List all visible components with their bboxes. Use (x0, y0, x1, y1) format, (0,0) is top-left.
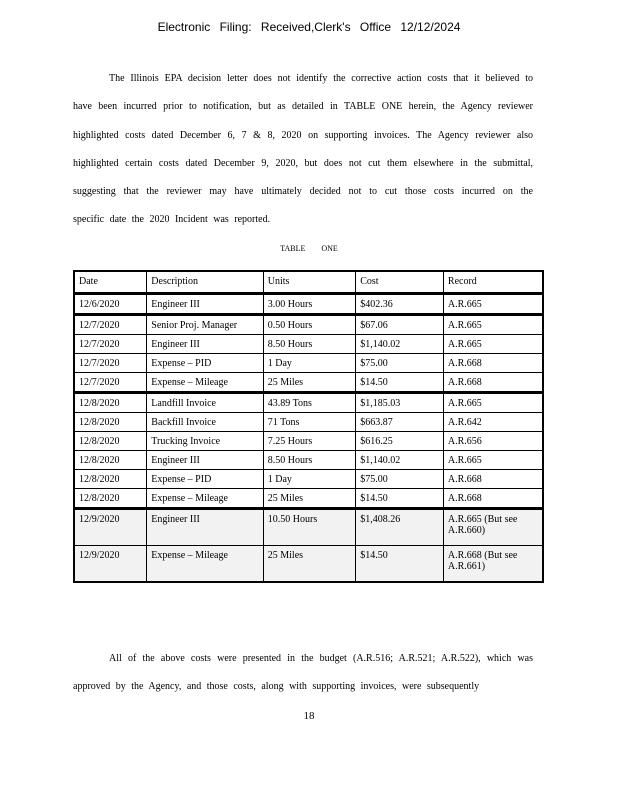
cell-record: A.R.656 (443, 431, 543, 450)
cell-cost: $67.06 (356, 314, 444, 334)
table-row (74, 392, 543, 412)
table-row (74, 488, 543, 508)
cell-cost: $75.00 (356, 353, 444, 372)
cell-date: 12/6/2020 (74, 293, 147, 314)
table-row (74, 508, 543, 545)
cell-date: 12/8/2020 (74, 450, 147, 469)
paragraph-1-text: The Illinois EPA decision letter does not identify the corrective action costs that it believed to have been incurred prior to notification, but as detailed in TABLE ONE herein, the Agency reviewer highlighted costs dated December 6, 7 & 8, 2020 on supporting invoices. The Agency reviewer also highlighted certain costs dated December 9, 2020, but does not cut them elsewhere in the submittal, suggesting that the reviewer may have ultimately decided not to cut those costs incurred on the specific date the 2020 Incident was reported. (73, 73, 533, 226)
table-row (74, 314, 543, 334)
cell-date: 12/9/2020 (74, 508, 147, 545)
header-units: Units (263, 271, 355, 293)
cell-cost: $1,408.26 (356, 508, 444, 545)
cell-description: Expense – Mileage (147, 372, 263, 392)
cell-description: Engineer III (147, 334, 263, 353)
cell-date: 12/8/2020 (74, 469, 147, 488)
paragraph-1 (73, 65, 533, 235)
cell-description: Engineer III (147, 293, 263, 314)
table-header-row (74, 271, 543, 293)
cell-record: A.R.668 (443, 488, 543, 508)
cell-units: 25 Miles (263, 545, 355, 582)
cell-record: A.R.665 (But see A.R.660) (443, 508, 543, 545)
cell-units: 0.50 Hours (263, 314, 355, 334)
paragraph-2-text: All of the above costs were presented in the budget (A.R.516; A.R.521; A.R.522), which was approved by the Agency, and those costs, along with supporting invoices, were subsequently (73, 653, 533, 693)
cell-date: 12/8/2020 (74, 431, 147, 450)
cell-record: A.R.642 (443, 412, 543, 431)
cell-description: Expense – Mileage (147, 545, 263, 582)
cell-description: Expense – PID (147, 353, 263, 372)
cell-cost: $402.36 (356, 293, 444, 314)
cell-description: Landfill Invoice (147, 392, 263, 412)
cell-record: A.R.665 (443, 293, 543, 314)
cell-units: 8.50 Hours (263, 334, 355, 353)
cell-units: 25 Miles (263, 488, 355, 508)
cell-description: Engineer III (147, 508, 263, 545)
cell-units: 1 Day (263, 353, 355, 372)
header-cost: Cost (356, 271, 444, 293)
cell-date: 12/8/2020 (74, 392, 147, 412)
cell-cost: $14.50 (356, 372, 444, 392)
table-row (74, 431, 543, 450)
cell-units: 71 Tons (263, 412, 355, 431)
cell-description: Backfill Invoice (147, 412, 263, 431)
cell-record: A.R.668 (But see A.R.661) (443, 545, 543, 582)
cell-record: A.R.668 (443, 469, 543, 488)
cell-date: 12/7/2020 (74, 353, 147, 372)
cell-date: 12/7/2020 (74, 372, 147, 392)
cell-units: 7.25 Hours (263, 431, 355, 450)
filing-stamp: Electronic Filing: Received,Clerk's Office 12/12/2024 (157, 20, 461, 34)
cell-date: 12/9/2020 (74, 545, 147, 582)
cell-record: A.R.665 (443, 334, 543, 353)
cell-cost: $75.00 (356, 469, 444, 488)
page-number: 18 (303, 710, 315, 722)
table-row (74, 293, 543, 314)
table-title: TABLE ONE (280, 244, 338, 253)
cell-record: A.R.668 (443, 372, 543, 392)
table-row (74, 412, 543, 431)
cell-cost: $616.25 (356, 431, 444, 450)
cell-record: A.R.665 (443, 314, 543, 334)
cell-cost: $14.50 (356, 545, 444, 582)
cell-cost: $1,185.03 (356, 392, 444, 412)
cell-date: 12/7/2020 (74, 334, 147, 353)
header-date: Date (74, 271, 147, 293)
header-description: Description (147, 271, 263, 293)
cell-units: 8.50 Hours (263, 450, 355, 469)
cell-cost: $663.87 (356, 412, 444, 431)
table-row (74, 353, 543, 372)
cell-date: 12/8/2020 (74, 412, 147, 431)
cell-units: 1 Day (263, 469, 355, 488)
table-row (74, 469, 543, 488)
cell-description: Expense – PID (147, 469, 263, 488)
cell-description: Engineer III (147, 450, 263, 469)
cell-units: 25 Miles (263, 372, 355, 392)
table-row (74, 545, 543, 582)
cell-description: Senior Proj. Manager (147, 314, 263, 334)
cell-record: A.R.665 (443, 450, 543, 469)
cell-description: Trucking Invoice (147, 431, 263, 450)
table-row (74, 450, 543, 469)
header-record: Record (443, 271, 543, 293)
cell-description: Expense – Mileage (147, 488, 263, 508)
table-row (74, 334, 543, 353)
cell-cost: $1,140.02 (356, 334, 444, 353)
cell-date: 12/7/2020 (74, 314, 147, 334)
cell-cost: $1,140.02 (356, 450, 444, 469)
cell-record: A.R.665 (443, 392, 543, 412)
cell-units: 3.00 Hours (263, 293, 355, 314)
table-row (74, 372, 543, 392)
cell-units: 43.89 Tons (263, 392, 355, 412)
cell-date: 12/8/2020 (74, 488, 147, 508)
cell-cost: $14.50 (356, 488, 444, 508)
costs-table (73, 270, 544, 583)
cell-units: 10.50 Hours (263, 508, 355, 545)
cell-record: A.R.668 (443, 353, 543, 372)
paragraph-2 (73, 645, 533, 702)
